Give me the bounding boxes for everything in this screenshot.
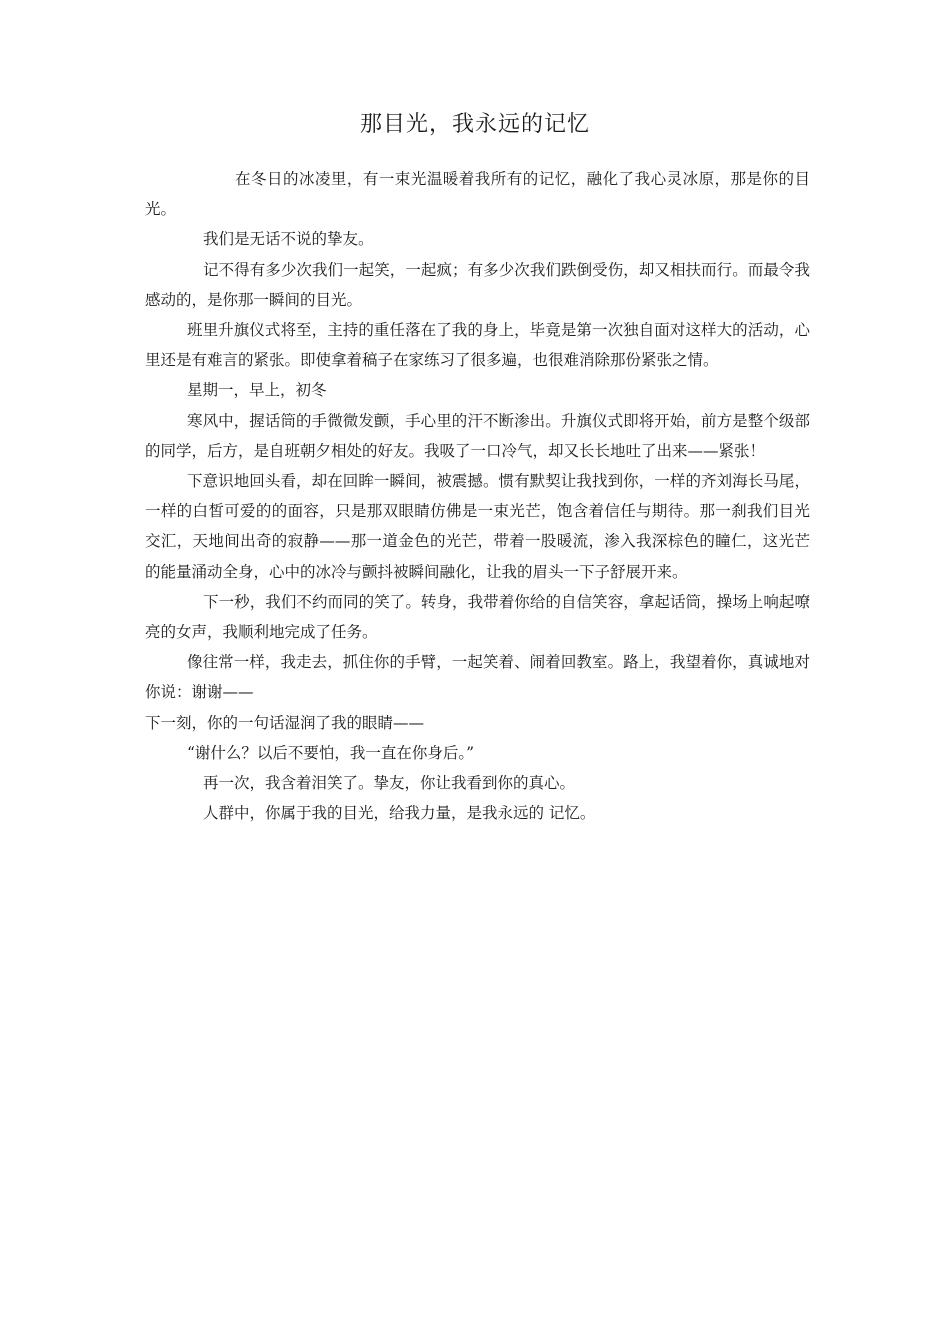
paragraph-12: 再一次，我含着泪笑了。挚友，你让我看到你的真心。 xyxy=(203,774,576,793)
paragraph-10: 下一刻，你的一句话湿润了我的眼睛—— xyxy=(145,713,425,732)
paragraph-4: 班里升旗仪式将至，主持的重任落在了我的身上，毕竟是第一次独自面对这样大的活动，心里还是有难言的紧张。即使拿着稿子在家练习了很多遍，也很难消除那份紧张之情。 xyxy=(145,321,810,370)
paragraph-1: 在冬日的冰凌里，有一束光温暖着我所有的记忆，融化了我心灵冰原，那是你的目光。 xyxy=(145,170,810,219)
paragraph-3: 记不得有多少次我们一起笑，一起疯；有多少次我们跌倒受伤，却又相扶而行。而最令我感动的，是你那一瞬间的目光。 xyxy=(145,260,810,309)
document-title: 那目光，我永远的记忆 xyxy=(359,112,590,137)
paragraph-8: 下一秒，我们不约而同的笑了。转身，我带着你给的自信笑容，拿起话筒，操场上响起嘹亮的女声，我顺利地完成了任务。 xyxy=(145,592,810,642)
paragraph-13: 人群中，你属于我的目光，给我力量，是我永远的 记忆。 xyxy=(203,804,596,823)
paragraph-5: 星期一，早上，初冬 xyxy=(187,381,327,400)
paragraph-6: 寒风中，握话筒的手微微发颤，手心里的汗不断渗出。升旗仪式即将开始，前方是整个级部的同学，后方，是自班朝夕相处的好友。我吸了一口冷气，却又长长地吐了出来——紧张！ xyxy=(145,411,810,460)
document-body xyxy=(145,164,810,828)
paragraph-9: 像往常一样，我走去，抓住你的手臂，一起笑着、闹着回教室。路上，我望着你，真诚地对你说：谢谢—— xyxy=(145,653,810,702)
paragraph-7: 下意识地回头看，却在回眸一瞬间，被震撼。惯有默契让我找到你，一样的齐刘海长马尾，一样的白皙可爱的的面容，只是那双眼睛仿佛是一束光芒，饱含着信任与期待。那一刹我们目光交汇，天地间出奇的寂静——那一道金色的光芒，带着一股暖流，渗入我深棕色的瞳仁，这光芒的能量涌动全身，心中的冰冷与颤抖被瞬间融化，让我的眉头一下子舒展开来。 xyxy=(145,472,810,581)
paragraph-2: 我们是无话不说的挚友。 xyxy=(203,230,374,249)
paragraph-11: “谢什么？以后不要怕，我一直在你身后。” xyxy=(187,743,475,762)
